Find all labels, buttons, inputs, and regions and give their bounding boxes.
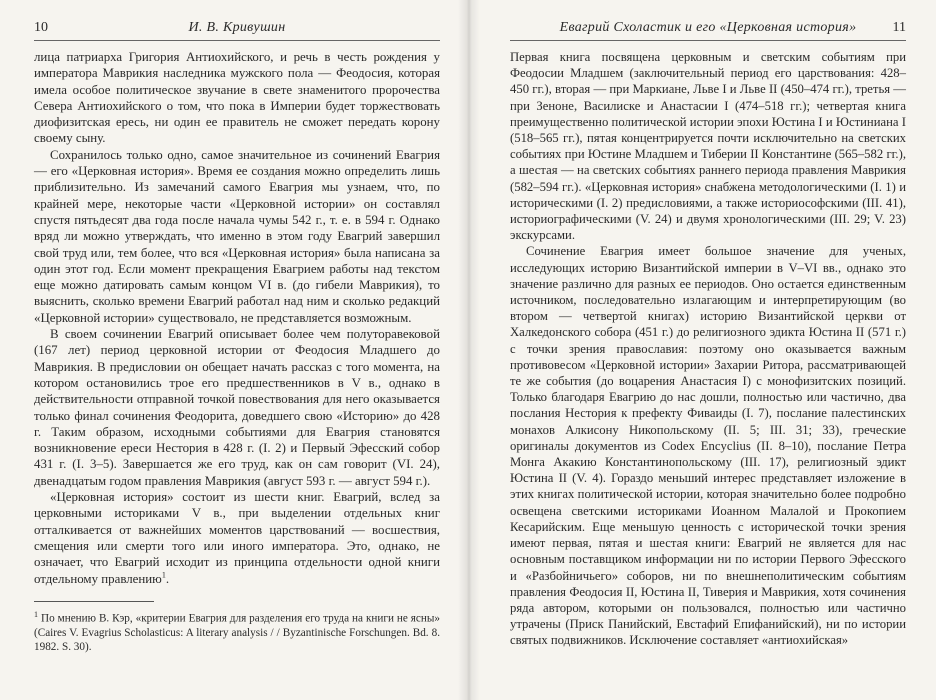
paragraph: Сочинение Евагрия имеет большое значение для ученых, исследующих историю Византийской империи в V–VI вв., однако это значение различно для разных ее периодов. Оно остается единственным источником, последовательно излагающим и интерпретирующим (во втором — четвертой книгах) историю Византийской церкви от Халкедонского собора (451 г.) до религиозного эдикта Юстина II (571 г.) с точки зрения православия: поэтому оно оказывается важным противовесом «Церковной истории» Захарии Ритора, рассматривающей те же события (до воцарения Анастасия I) с монофизитских позиций. Только благодаря Евагрию до нас дошли, полностью или частично, два послания Нестория к префекту Фиваиды (I. 7), послание палестинских монахов Алкисону Никопольскому (II. 5; III. 31; 33), греческие оригиналы документов из Codex Encyclius (II. 8–10), послание Петра Монга Акакию Константинопольскому (III. 17), религиозный эдикт Юстина II (V. 4). Гораздо меньший интерес представляет изложение в этих книгах политической истории, которая значительно более подробно освещена светскими историками Иоанном Малалой и Прокопием Кесарийским. Еще меньшую ценность с исторической точки зрения имеют первая, пятая и шестая книги: Евагрий не является для нас основным поставщиком информации ни по истории Первого Эфесского и «Разбойничьего» соборов, ни по внешнеполитическим событиям правления Феодосия II, Юстина II, Тиверия и Маврикия, хотя сочинения ряда автором, которыми он пользовался, полностью или частично утрачены (Приск Панийский, Евстафий Епифанийский), ни по истории святых подвижников. Исключение составляет «антиохийская» — [510, 244, 906, 648]
right-page-header — [510, 20, 906, 41]
paragraph-text: «Церковная история» состоит из шести книг. Евагрий, вслед за церковными историками V в., при выделении отдельных книг отталкивается от важнейших моментов царствований — восшествия, смещения или смерти того или иного императора. Это, однако, не означает, что Евагрий исходит из принципа отдельности одной книги отдельному правлению — [34, 490, 440, 586]
paragraph: Первая книга посвящена церковным и светским событиям при Феодосии Младшем (заключительный период его царствования: 428–450 гг.), вторая — при Маркиане, Льве I и Льве II (450–474 гг.), третья — при Зеноне, Василиске и Анастасии I (474–518 гг.); четвертая книга преимущественно политической истории эпохи Юстина I и Юстиниана I (518–565 гг.), пятая концентрируется почти исключительно на светских событиях при Юстине Младшем и Тиберии II Константине (565–582 гг.), а шестая — на светских событиях раннего периода правления Маврикия (582–594 гг.). «Церковная история» снабжена методологическими (I. 1) и историческими (I. 2) предисловиями, а также историософскими (III. 41), историографическими (V. 24) и двумя хронологическими (III. 29; V. 23) экскурсами. — [510, 50, 906, 243]
right-running-header: Евагрий Схоластик и его «Церковная история» — [559, 20, 857, 35]
left-page-body — [34, 49, 440, 587]
right-page-number: 11 — [892, 20, 906, 35]
paragraph: В своем сочинении Евагрий описывает более чем полуторавековой (167 лет) период церковной истории от Феодосия Младшего до Маврикия. В предисловии он обещает начать рассказ с того момента, на котором остановились трое его предшественников в V в., однако в действительности отправной точкой повествования для него оказывается только финал сочинения Феодорита, доведшего свою «Историю» до 428 г. Таким образом, исходными событиями для Евагрия становятся возникновение ереси Нестория в 428 г. (I. 2) и Первый Эфесский собор 431 г. (I. 3–5). Завершается же его труд, как он сам говорит (VI. 24), двенадцатым годом правления Маврикия (август 593 г. — август 594 г.). — [34, 327, 440, 488]
left-page — [0, 0, 466, 700]
footnote-reference: 1 — [161, 570, 166, 580]
paragraph: «Церковная история» состоит из шести книг. Евагрий, вслед за церковными историками V в., при выделении отдельных книг отталкивается от важнейших моментов царствований — восшествия, смещения или смерти того или иного императора. Это, однако, не означает, что Евагрий исходит из принципа отдельности одной книги отдельному правлению$^1$. — [34, 490, 440, 586]
footnote — [34, 608, 440, 654]
right-page-body — [510, 49, 906, 649]
paragraph: Сохранилось только одно, самое значительное из сочинений Евагрия — его «Церковная история». Время ее создания можно определить лишь приблизительно. Из замечаний самого Евагрия мы узнаем, что, по крайней мере, некоторые части «Церковной истории» он составлял спустя пятьдесят два года после начала чумы 542 г., т. е. в 594 г. Однако вряд ли можно утверждать, что именно в этом году Евагрий завершил свой труд или, тем более, что вся «Церковная история» была написана за один этот год. Если момент прекращения Евагрием работы над текстом еще можно датировать самым концом VI в. (до гибели Маврикия), то выяснить, сколько времени Евагрий работал над ним и сколько редакций «Церковной истории» существовало, не представляется возможным. — [34, 147, 440, 325]
right-page — [466, 0, 936, 700]
left-page-number: 10 — [34, 20, 48, 35]
footnote-divider — [34, 601, 154, 602]
left-page-header — [34, 20, 440, 41]
footnote-text: По мнению В. Кэр, «критерии Евагрия для разделения его труда на книги не ясны» (Caires V. Evagrius Scholasticus: A literary analysis / / Byzantinische Forschungen. Bd. 8. 1982. S. 30). — [34, 612, 440, 653]
paragraph: лица патриарха Григория Антиохийского, и речь в честь рождения у императора Маврикия наследника мужского пола — Феодосия, которая имела особое политическое звучание в свете знаменитого пророчества Севера Антиохийского о том, что пока в Империи будет торжествовать диофизитская ересь, ни один ее правитель не сможет передать корону своему сыну. — [34, 50, 440, 146]
left-running-header: И. В. Кривушин — [188, 20, 286, 35]
footnote-mark: 1 — [34, 609, 38, 619]
